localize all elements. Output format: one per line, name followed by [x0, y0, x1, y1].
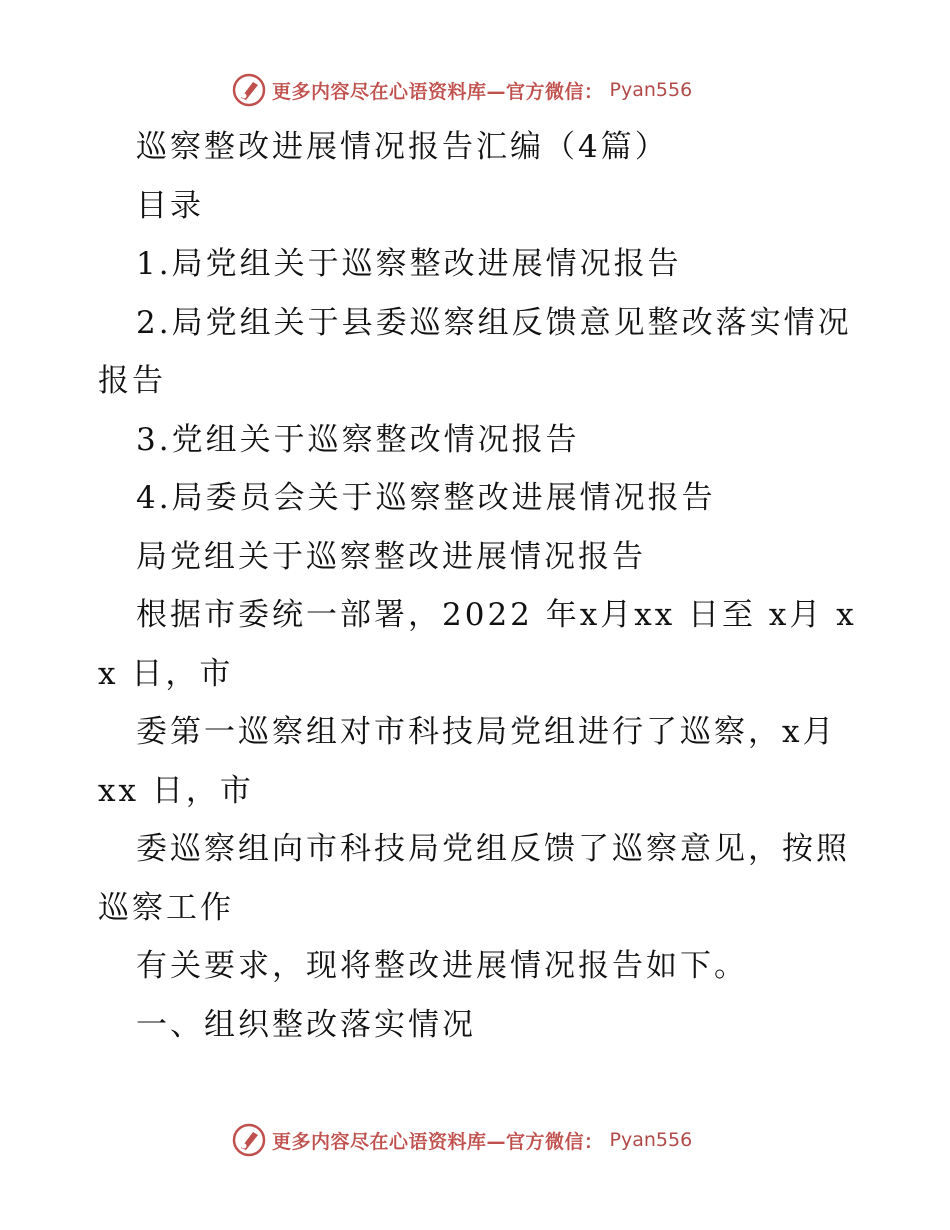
body-paragraph-1: 根据市委统一部署，2022 年x月xx 日至 x月 xx 日，市: [98, 597, 857, 692]
watermark-text: 更多内容尽在心语资料库—官方微信：: [272, 1130, 604, 1153]
watermark-text: 更多内容尽在心语资料库—官方微信：: [272, 80, 604, 103]
toc-heading: 目录: [136, 187, 204, 224]
pen-nib-logo-icon: [232, 1123, 266, 1157]
toc-item-3: 3.党组关于巡察整改情况报告: [136, 421, 580, 458]
pen-nib-logo-icon: [232, 73, 266, 107]
document-body: [98, 118, 858, 1054]
body-paragraph-4: 有关要求，现将整改进展情况报告如下。: [136, 948, 748, 984]
watermark-wechat-id: Pyan556: [609, 1129, 693, 1151]
toc-item-1: 1.局党组关于巡察整改进展情况报告: [136, 246, 682, 282]
section-title: 局党组关于巡察整改进展情况报告: [136, 538, 646, 575]
toc-item-2: 2.局党组关于县委巡察组反馈意见整改落实情况报告: [98, 304, 852, 399]
watermark-header: [232, 72, 692, 108]
watermark-wechat-id: Pyan556: [609, 79, 693, 101]
document-title: 巡察整改进展情况报告汇编（4篇）: [136, 129, 669, 165]
toc-item-4: 4.局委员会关于巡察整改进展情况报告: [136, 480, 716, 516]
heading-organization: 一、组织整改落实情况: [136, 1006, 476, 1043]
body-paragraph-3: 委巡察组向市科技局党组反馈了巡察意见，按照巡察工作: [98, 831, 850, 926]
watermark-footer: [232, 1122, 692, 1158]
body-paragraph-2: 委第一巡察组对市科技局党组进行了巡察，x月 xx 日，市: [98, 714, 837, 809]
